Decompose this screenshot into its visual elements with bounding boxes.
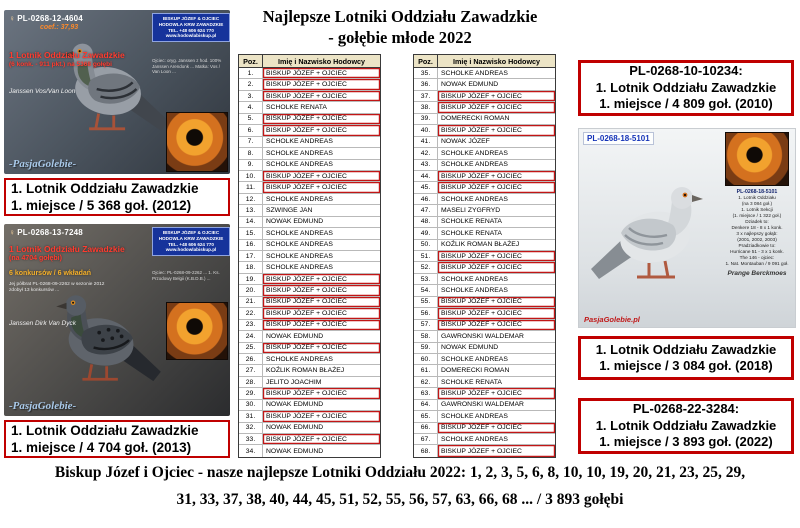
row-position: 64. — [414, 400, 438, 410]
table-row — [239, 297, 380, 308]
table-row — [414, 228, 555, 239]
table-row — [414, 377, 555, 388]
summary-line-1: Biskup Józef i Ojciec - nasze najlepsze Lotniki Oddziału 2022: 1, 2, 3, 5, 6, 8, 10, 10, 19, 20, 21, 23, 25, 29, — [54, 464, 746, 481]
table-row — [414, 171, 555, 182]
row-breeder-name: GAWRONSKI WALDEMAR — [441, 401, 524, 409]
row-breeder-name: BISKUP JÓZEF + OJCIEC — [263, 308, 380, 318]
table-row — [239, 114, 380, 125]
row-position: 59. — [414, 343, 438, 353]
table-row — [414, 137, 555, 148]
row-position: 27. — [239, 365, 263, 375]
pedigree-line: PL-0268-18-5101 — [736, 189, 778, 195]
fine-print: Ojciec: oryg. Janssen z hod. 100% Janssen Arendonk ... Matka: Vos / Van Loon ... — [152, 58, 222, 74]
row-breeder-name: BISKUP JÓZEF + OJCIEC — [263, 297, 380, 307]
table-row — [239, 251, 380, 262]
row-position: 19. — [239, 274, 263, 284]
result-box-2022 — [578, 398, 794, 454]
watermark: -PasjaGolebie- — [9, 158, 77, 170]
row-breeder-name: SCHOLKE RENATA — [441, 229, 502, 237]
row-breeder-name: BISKUP JÓZEF + OJCIEC — [263, 79, 380, 89]
row-breeder-name: NOWAK JÓZEF — [441, 138, 490, 146]
table-row — [414, 160, 555, 171]
result-box-2018 — [578, 336, 794, 380]
row-position: 26. — [239, 354, 263, 364]
row-breeder-name: SCHOLKE RENATA — [441, 218, 502, 226]
table-row — [239, 148, 380, 159]
table-row — [414, 182, 555, 193]
table-row — [414, 354, 555, 365]
breeder-info-line: www.hodowlabiskup.pl — [165, 33, 217, 39]
row-breeder-name: BISKUP JÓZEF + OJCIEC — [263, 171, 380, 181]
row-breeder-name: NOWAK EDMUND — [266, 447, 324, 455]
ring-number — [9, 228, 83, 237]
pedigree-lines — [721, 189, 793, 267]
result-line: 1. Lotnik Oddziału Zawadzkie — [595, 417, 777, 433]
row-breeder-name: NOWAK EDMUND — [441, 344, 499, 352]
title-line-2: - gołębie młode 2022 — [328, 28, 472, 47]
row-breeder-name: DOMERECKI ROMAN — [441, 367, 510, 375]
row-position: 68. — [414, 445, 438, 456]
row-breeder-name: BISKUP JÓZEF + OJCIEC — [263, 285, 380, 295]
table-row — [239, 343, 380, 354]
table-row — [414, 217, 555, 228]
result-line: 1. miejsce / 4 809 goł. (2010) — [599, 96, 773, 112]
pedigree-line: (1. miejsce / 1 322 goł.) — [732, 213, 782, 218]
row-position: 54. — [414, 285, 438, 295]
pigeon-card-2013 — [4, 224, 230, 416]
row-breeder-name: GAWRONSKI WALDEMAR — [441, 332, 524, 340]
table-row — [414, 445, 555, 456]
row-breeder-name: SCHOLKE ANDREAS — [441, 149, 508, 157]
row-position: 36. — [414, 79, 438, 89]
row-position: 5. — [239, 114, 263, 124]
row-position: 2. — [239, 79, 263, 89]
table-row — [239, 160, 380, 171]
row-breeder-name: BISKUP JÓZEF + OJCIEC — [438, 182, 555, 192]
breeder-info-line: BISKUP JÓZEF & OJCIEC — [162, 16, 220, 21]
table-row — [239, 365, 380, 376]
watermark: -PasjaGolebie- — [9, 400, 77, 412]
caption-line: 1. miejsce / 4 704 goł. (2013) — [11, 440, 192, 455]
female-icon: ♀ — [9, 14, 16, 23]
eye-photo — [166, 112, 228, 172]
breeder-info-line: www.hodowlabiskup.pl — [165, 247, 217, 253]
table-row — [239, 274, 380, 285]
result-line: 1. Lotnik Oddziału Zawadzkie — [595, 79, 777, 95]
summary-text — [0, 459, 800, 513]
table-row — [239, 445, 380, 456]
table-body — [239, 68, 380, 457]
row-position: 29. — [239, 388, 263, 398]
row-position: 7. — [239, 137, 263, 147]
results-table-2 — [413, 54, 556, 458]
row-breeder-name: BISKUP JÓZEF + OJCIEC — [438, 445, 555, 456]
row-position: 52. — [414, 262, 438, 272]
row-position: 28. — [239, 377, 263, 387]
ring-text: PL-0268-12-4604 — [17, 14, 83, 23]
row-position: 48. — [414, 217, 438, 227]
pigeon-photo — [579, 173, 729, 299]
results-table-1 — [238, 54, 381, 458]
row-position: 42. — [414, 148, 438, 158]
breeder-info-line: TEL. +48 606 624 770 — [168, 27, 214, 33]
row-breeder-name: KOŹLIK ROMAN BŁAŻEJ — [441, 241, 520, 249]
row-position: 60. — [414, 354, 438, 364]
row-breeder-name: BISKUP JÓZEF + OJCIEC — [438, 125, 555, 135]
title-line-1: Najlepsze Lotniki Oddziału Zawadzkie — [262, 7, 538, 26]
caption-line: 1. miejsce / 5 368 goł. (2012) — [11, 198, 192, 213]
pedigree-line: Pradziadkowie to: — [738, 243, 776, 248]
row-breeder-name: BISKUP JÓZEF + OJCIEC — [438, 320, 555, 330]
row-breeder-name: SCHOLKE ANDREAS — [266, 241, 333, 249]
table-row — [239, 182, 380, 193]
pigeon-photo — [32, 282, 172, 400]
result-line: 1. miejsce / 3 893 goł. (2022) — [599, 434, 773, 450]
row-position: 18. — [239, 262, 263, 272]
row-position: 15. — [239, 228, 263, 238]
table-row — [414, 365, 555, 376]
pedigree-line: Dziadek to: — [745, 219, 769, 224]
result-box-2010 — [578, 60, 794, 116]
row-position: 67. — [414, 434, 438, 444]
row-position: 1. — [239, 68, 263, 78]
table-row — [239, 240, 380, 251]
row-breeder-name: BISKUP JÓZEF + OJCIEC — [263, 411, 380, 421]
row-position: 63. — [414, 388, 438, 398]
strain-name: Janssen Dirk Van Dyck — [9, 320, 76, 327]
row-breeder-name: BISKUP JÓZEF + OJCIEC — [263, 182, 380, 192]
table-row — [239, 79, 380, 90]
table-row — [414, 79, 555, 90]
caption-line: 1. Lotnik Oddziału Zawadzkie — [11, 181, 199, 196]
strain-name: Prange Berckmoes — [727, 270, 787, 277]
table-row — [414, 343, 555, 354]
row-position: 17. — [239, 251, 263, 261]
row-position: 66. — [414, 423, 438, 433]
breeder-info-line: HODOWLA KRW ZAWADZKIE — [158, 235, 224, 241]
row-position: 12. — [239, 194, 263, 204]
summary-line-2: 31, 33, 37, 38, 40, 44, 45, 51, 52, 55, 56, 57, 63, 66, 68 ... / 3 893 gołębi — [176, 491, 624, 508]
pedigree-line: (na 3 084 goł.) — [741, 201, 773, 206]
table-row — [414, 320, 555, 331]
row-breeder-name: BISKUP JÓZEF + OJCIEC — [438, 262, 555, 272]
row-breeder-name: BISKUP JÓZEF + OJCIEC — [263, 91, 380, 101]
row-breeder-name: MASELI ZYGFRYD — [441, 206, 501, 214]
row-breeder-name: SCHOLKE ANDREAS — [266, 229, 333, 237]
row-position: 46. — [414, 194, 438, 204]
table-row — [414, 400, 555, 411]
row-breeder-name: BISKUP JÓZEF + OJCIEC — [263, 343, 380, 353]
table-row — [239, 68, 380, 79]
table-header — [414, 55, 555, 68]
pedigree-note: Jej półbrat PL-0268-09-2262 w sezonie 2012 zdobył 13 konkursów ... — [9, 282, 105, 293]
table-row — [239, 228, 380, 239]
table-row — [414, 125, 555, 136]
row-position: 34. — [239, 445, 263, 456]
row-breeder-name: NOWAK EDMUND — [266, 401, 324, 409]
table-row — [414, 308, 555, 319]
eye-photo — [166, 302, 228, 360]
pedigree-line: The 146 - ojciec: — [739, 255, 775, 260]
row-position: 4. — [239, 102, 263, 112]
header-pos: Poz. — [239, 55, 263, 67]
achievement-line: 1 Lotnik Oddziału Zawadzkie — [9, 244, 125, 254]
table-row — [414, 240, 555, 251]
table-row — [239, 331, 380, 342]
row-position: 62. — [414, 377, 438, 387]
ring-number: PL-0268-10-10234: — [629, 63, 743, 79]
row-breeder-name: SCHOLKE ANDREAS — [441, 275, 508, 283]
row-position: 35. — [414, 68, 438, 78]
strain-name: Janssen Vos/Van Loon — [9, 88, 76, 95]
row-breeder-name: SCHOLKE RENATA — [441, 378, 502, 386]
table-row — [414, 434, 555, 445]
row-breeder-name: DOMERECKI ROMAN — [441, 115, 510, 123]
row-position: 10. — [239, 171, 263, 181]
table-row — [239, 400, 380, 411]
table-row — [239, 125, 380, 136]
row-position: 30. — [239, 400, 263, 410]
table-row — [239, 308, 380, 319]
row-breeder-name: SCHOLKE ANDREAS — [266, 149, 333, 157]
row-position: 25. — [239, 343, 263, 353]
row-breeder-name: BISKUP JÓZEF + OJCIEC — [438, 91, 555, 101]
coefficient-label: coef.: 37,93 — [40, 24, 79, 31]
table-row — [414, 285, 555, 296]
row-breeder-name: BISKUP JÓZEF + OJCIEC — [438, 102, 555, 112]
row-breeder-name: NOWAK EDMUND — [266, 218, 324, 226]
row-breeder-name: SCHOLKE ANDREAS — [266, 252, 333, 260]
row-breeder-name: SCHOLKE RENATA — [266, 104, 327, 112]
row-position: 23. — [239, 320, 263, 330]
table-row — [239, 434, 380, 445]
table-row — [414, 102, 555, 113]
pigeon-card-2012 — [4, 10, 230, 174]
row-position: 49. — [414, 228, 438, 238]
table-row — [239, 388, 380, 399]
header-name: Imię i Nazwisko Hodowcy — [277, 56, 366, 66]
row-position: 55. — [414, 297, 438, 307]
row-breeder-name: SCHOLKE ANDREAS — [266, 195, 333, 203]
row-breeder-name: SZWINGE JAN — [266, 206, 313, 214]
header-pos: Poz. — [414, 55, 438, 67]
breeder-info-box — [152, 227, 230, 256]
table-row — [239, 102, 380, 113]
row-position: 14. — [239, 217, 263, 227]
achievement-line: 6 konkursów / 6 wkładań — [9, 270, 92, 277]
row-breeder-name: SCHOLKE ANDREAS — [266, 138, 333, 146]
table-row — [239, 137, 380, 148]
row-position: 6. — [239, 125, 263, 135]
row-position: 8. — [239, 148, 263, 158]
ring-number — [9, 14, 83, 23]
table-row — [414, 194, 555, 205]
row-position: 40. — [414, 125, 438, 135]
pedigree-line: Denkere 18 - 8 x 1 konk. — [731, 225, 783, 230]
table-body — [414, 68, 555, 457]
table-row — [414, 148, 555, 159]
row-breeder-name: BISKUP JÓZEF + OJCIEC — [263, 125, 380, 135]
row-breeder-name: NOWAK EDMUND — [266, 332, 324, 340]
ring-number: PL-0268-18-5101 — [583, 132, 654, 145]
row-breeder-name: SCHOLKE ANDREAS — [441, 412, 508, 420]
row-position: 51. — [414, 251, 438, 261]
row-position: 33. — [239, 434, 263, 444]
table-row — [239, 91, 380, 102]
breeder-info-line: TEL. +48 606 624 770 — [168, 241, 214, 247]
row-breeder-name: BISKUP JÓZEF + OJCIEC — [263, 320, 380, 330]
row-position: 53. — [414, 274, 438, 284]
table-row — [239, 171, 380, 182]
table-row — [414, 388, 555, 399]
row-position: 11. — [239, 182, 263, 192]
table-row — [414, 262, 555, 273]
table-row — [239, 320, 380, 331]
table-row — [239, 217, 380, 228]
table-row — [414, 205, 555, 216]
row-position: 56. — [414, 308, 438, 318]
row-breeder-name: SCHOLKE ANDREAS — [441, 355, 508, 363]
table-row — [239, 194, 380, 205]
table-row — [239, 377, 380, 388]
pedigree-line: 1. Nat. Montauban / 9 091 goł. — [725, 261, 789, 266]
table-row — [239, 411, 380, 422]
row-breeder-name: SCHOLKE ANDREAS — [441, 69, 508, 77]
row-breeder-name: BISKUP JÓZEF + OJCIEC — [263, 274, 380, 284]
eye-photo — [725, 132, 789, 186]
table-row — [414, 251, 555, 262]
row-breeder-name: SCHOLKE ANDREAS — [441, 435, 508, 443]
row-breeder-name: BISKUP JÓZEF + OJCIEC — [438, 423, 555, 433]
table-header — [239, 55, 380, 68]
row-position: 39. — [414, 114, 438, 124]
row-position: 13. — [239, 205, 263, 215]
pasjagolebie-logo: PasjaGolebie.pl — [584, 315, 640, 324]
row-position: 37. — [414, 91, 438, 101]
row-breeder-name: BISKUP JÓZEF + OJCIEC — [263, 68, 380, 78]
table-row — [239, 423, 380, 434]
row-breeder-name: SCHOLKE ANDREAS — [441, 195, 508, 203]
pedigree-line: 1. Lotnik Sekcji — [741, 207, 773, 212]
pedigree-line: (2001, 2002, 2003) — [737, 237, 777, 242]
breeder-info-line: BISKUP JÓZEF & OJCIEC — [162, 230, 220, 235]
row-position: 58. — [414, 331, 438, 341]
row-position: 41. — [414, 137, 438, 147]
row-position: 61. — [414, 365, 438, 375]
row-position: 50. — [414, 240, 438, 250]
row-breeder-name: BISKUP JÓZEF + OJCIEC — [263, 114, 380, 124]
row-position: 22. — [239, 308, 263, 318]
row-position: 3. — [239, 91, 263, 101]
row-position: 47. — [414, 205, 438, 215]
row-position: 32. — [239, 423, 263, 433]
breeder-info-box — [152, 13, 230, 42]
fine-print: Ojciec: PL-0268-09-2262 ... 1. Ks. Przodowy Belgii (K.B.D.B.) ... — [152, 270, 220, 281]
row-breeder-name: SCHOLKE ANDREAS — [266, 264, 333, 272]
row-breeder-name: SCHOLKE ANDREAS — [441, 287, 508, 295]
table-row — [414, 68, 555, 79]
table-row — [414, 274, 555, 285]
row-breeder-name: BISKUP JÓZEF + OJCIEC — [438, 171, 555, 181]
ring-number: PL-0268-22-3284: — [632, 401, 740, 417]
pedigree-info-panel — [721, 132, 793, 277]
row-position: 45. — [414, 182, 438, 192]
row-breeder-name: NOWAK EDMUND — [441, 81, 499, 89]
table-row — [239, 262, 380, 273]
row-position: 38. — [414, 102, 438, 112]
table-row — [239, 285, 380, 296]
row-position: 21. — [239, 297, 263, 307]
row-breeder-name: SCHOLKE ANDREAS — [441, 161, 508, 169]
row-breeder-name: BISKUP JÓZEF + OJCIEC — [263, 388, 380, 398]
row-breeder-name: BISKUP JÓZEF + OJCIEC — [438, 308, 555, 318]
pedigree-line: 3 x najlepszy gołąb: — [736, 231, 778, 236]
header-name: Imię i Nazwisko Hodowcy — [452, 56, 541, 66]
row-position: 43. — [414, 160, 438, 170]
row-breeder-name: BISKUP JÓZEF + OJCIEC — [438, 388, 555, 398]
table-row — [414, 331, 555, 342]
row-breeder-name: SCHOLKE ANDREAS — [266, 355, 333, 363]
table-row — [414, 297, 555, 308]
pedigree-line: Hurricane 51 - 3 x 1 konk. — [730, 249, 784, 254]
table-row — [239, 354, 380, 365]
ring-text: PL-0268-13-7248 — [17, 228, 83, 237]
row-breeder-name: BISKUP JÓZEF + OJCIEC — [438, 251, 555, 261]
row-breeder-name: JELITO JOACHIM — [266, 378, 322, 386]
row-position: 65. — [414, 411, 438, 421]
table-row — [414, 411, 555, 422]
achievement-line: (6 konk. - 911 pkt.) na 5368 gołębi — [9, 61, 112, 68]
row-position: 9. — [239, 160, 263, 170]
result-line: 1. miejsce / 3 084 goł. (2018) — [599, 358, 773, 373]
result-caption-2012 — [4, 178, 230, 216]
row-position: 31. — [239, 411, 263, 421]
row-position: 57. — [414, 320, 438, 330]
pedigree-line: 1. Lotnik Oddziału — [738, 195, 776, 200]
table-row — [414, 114, 555, 125]
row-breeder-name: KOŹLIK ROMAN BŁAŻEJ — [266, 367, 345, 375]
table-row — [414, 423, 555, 434]
row-position: 44. — [414, 171, 438, 181]
result-caption-2013 — [4, 420, 230, 458]
achievement-line: (na 4704 gołębi) — [9, 255, 62, 262]
achievement-line: 1 Lotnik Oddziału Zawadzkie — [9, 50, 125, 60]
row-position: 24. — [239, 331, 263, 341]
table-row — [414, 91, 555, 102]
row-position: 20. — [239, 285, 263, 295]
row-breeder-name: BISKUP JÓZEF + OJCIEC — [263, 434, 380, 444]
row-position: 16. — [239, 240, 263, 250]
table-row — [239, 205, 380, 216]
row-breeder-name: NOWAK EDMUND — [266, 424, 324, 432]
caption-line: 1. Lotnik Oddziału Zawadzkie — [11, 423, 199, 438]
row-breeder-name: BISKUP JÓZEF + OJCIEC — [438, 297, 555, 307]
female-icon: ♀ — [9, 228, 16, 237]
page-title — [205, 6, 595, 48]
result-line: 1. Lotnik Oddziału Zawadzkie — [595, 341, 777, 357]
breeder-info-line: HODOWLA KRW ZAWADZKIE — [158, 21, 224, 27]
pigeon-card-2018 — [578, 128, 796, 328]
row-breeder-name: SCHOLKE ANDREAS — [266, 161, 333, 169]
